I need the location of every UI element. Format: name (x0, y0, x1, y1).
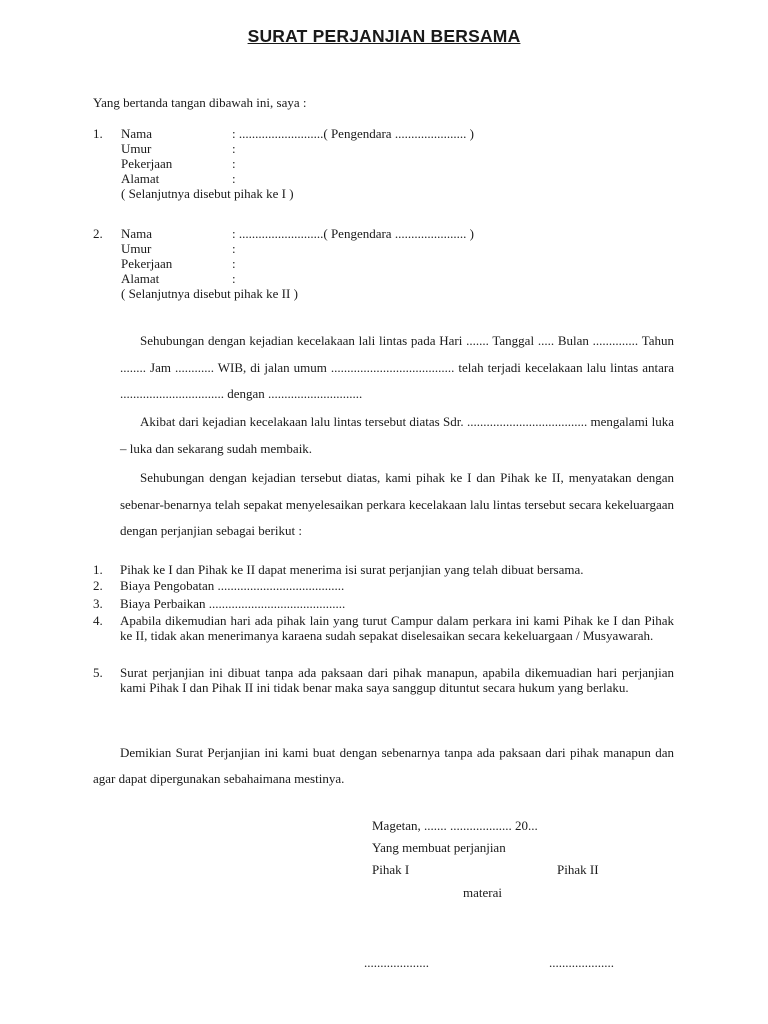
term-4-number: 4. (93, 613, 103, 628)
party-2-name-label: Nama (121, 226, 153, 241)
party-2-age-label: Umur (121, 241, 152, 256)
closing-paragraph: Demikian Surat Perjanjian ini kami buat dengan sebenarnya tanpa ada paksaan dari pihak manapun dan agar dapat dipergunakan sebahaimana mestinya. (93, 745, 674, 786)
party-1-note: ( Selanjutnya disebut pihak ke I ) (121, 186, 294, 201)
stamp-label: materai (463, 885, 502, 900)
place-date: Magetan, ....... ................... 20... (372, 818, 538, 833)
party-2-age-colon: : (232, 241, 236, 256)
party-2-job-colon: : (232, 256, 236, 271)
party-2-name-value: : ..........................( Pengendara ...................... ) (232, 226, 474, 241)
party-2-job-label: Pekerjaan (121, 256, 173, 271)
term-4-text: Apabila dikemudian hari ada pihak lain yang turut Campur dalam perkara ini kami Pihak ke I dan Pihak ke II, tidak akan menerimanya karaena sudah sepakat diselesaikan secara kekeluargaan / Musyawarah. (120, 613, 674, 644)
party-2-address-colon: : (232, 271, 236, 286)
party-2-note: ( Selanjutnya disebut pihak ke II ) (121, 286, 298, 301)
party-2-number: 2. (93, 226, 103, 241)
term-1-text: Pihak ke I dan Pihak ke II dapat menerima isi surat perjanjian yang telah dibuat bersama. (120, 562, 584, 577)
party-1-address-label: Alamat (121, 171, 160, 186)
party-2-address-label: Alamat (121, 271, 160, 286)
party-2-signature-line: .................... (549, 955, 614, 970)
party-2-signature-label: Pihak II (557, 862, 599, 877)
paragraph-agreement: Sehubungan dengan kejadian tersebut diatas, kami pihak ke I dan Pihak ke II, menyatakan dengan sebenar-benarnya telah sepakat menyelesaikan perkara kecelakaan lalu lintas tersebut secara kekeluargaan dengan perjanjian sebagai berikut : (120, 470, 674, 538)
made-by-label: Yang membuat perjanjian (372, 840, 506, 855)
party-1-age-label: Umur (121, 141, 152, 156)
term-3-number: 3. (93, 596, 103, 611)
party-1-number: 1. (93, 126, 103, 141)
intro-text: Yang bertanda tangan dibawah ini, saya : (93, 95, 307, 110)
party-1-name-value: : ..........................( Pengendara ...................... ) (232, 126, 474, 141)
party-1-signature-line: .................... (364, 955, 429, 970)
term-1-number: 1. (93, 562, 103, 577)
party-1-job-colon: : (232, 156, 236, 171)
paragraph-injury: Akibat dari kejadian kecelakaan lalu lintas tersebut diatas Sdr. ..................................... mengalami luka – luka dan sekarang sudah membaik. (120, 414, 674, 456)
party-1-signature-label: Pihak I (372, 862, 410, 877)
term-2-text: Biaya Pengobatan ....................................... (120, 578, 345, 593)
party-1-job-label: Pekerjaan (121, 156, 173, 171)
paragraph-incident: Sehubungan dengan kejadian kecelakaan lali lintas pada Hari ....... Tanggal ..... Bulan .............. Tahun ........ Jam ............ WIB, di jalan umum ...................................... telah terjadi kecelakaan lalu lintas antara ................................ dengan ............................. (120, 333, 674, 401)
term-3-text: Biaya Perbaikan .......................................... (120, 596, 346, 611)
term-2-number: 2. (93, 578, 103, 593)
party-1-age-colon: : (232, 141, 236, 156)
term-5-text: Surat perjanjian ini dibuat tanpa ada paksaan dari pihak manapun, apabila dikemuadian hari perjanjian kami Pihak I dan Pihak II ini tidak benar maka saya sanggup dituntut secara hukum yang berlaku. (120, 665, 674, 696)
term-5-number: 5. (93, 665, 103, 680)
party-1-address-colon: : (232, 171, 236, 186)
document-title: SURAT PERJANJIAN BERSAMA (247, 26, 521, 46)
party-1-name-label: Nama (121, 126, 153, 141)
